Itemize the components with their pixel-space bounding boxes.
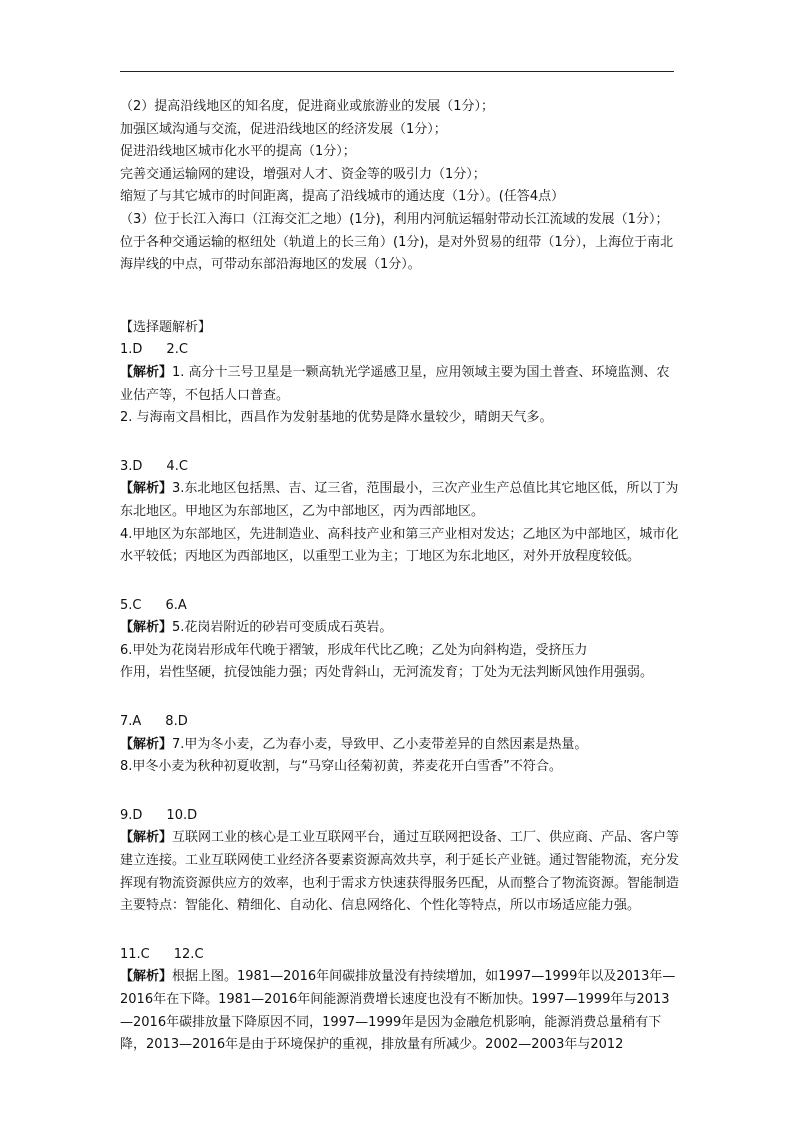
part-2-answer bbox=[120, 96, 680, 209]
answer-9: 9.D bbox=[120, 807, 143, 823]
answer-3: 3.D bbox=[120, 458, 143, 474]
answer-group-7-8 bbox=[120, 711, 680, 779]
explanation: 6.甲处为花岗岩形成年代晚于褶皱，形成年代比乙晚；乙处为向斜构造，受挤压力 bbox=[120, 642, 588, 658]
explanation: 作用，岩性坚硬，抗侵蚀能力强；丙处背斜山，无河流发育；丁处为无法判断风蚀作用强弱。 bbox=[120, 665, 654, 681]
mc-heading: 【选择题解析】 bbox=[120, 319, 212, 335]
answer-key-line bbox=[120, 711, 680, 734]
answer-key-line bbox=[120, 595, 680, 618]
text-line: 促进沿线地区城市化水平的提高（1分）； bbox=[120, 144, 356, 160]
answer-group-11-12 bbox=[120, 944, 680, 1057]
answer-8: 8.D bbox=[165, 714, 188, 730]
answer-key-line bbox=[120, 456, 680, 479]
explanation-label: 【解析】 bbox=[120, 620, 173, 636]
text-line: 缩短了与其它城市的时间距离，提高了沿线城市的通达度（1分）。(任答4点） bbox=[120, 189, 565, 205]
answer-group-9-10 bbox=[120, 805, 680, 918]
text-line: （2）提高沿线地区的知名度，促进商业或旅游业的发展（1分）； bbox=[120, 99, 495, 114]
answer-group-3-4 bbox=[120, 456, 680, 569]
answer-2: 2.C bbox=[166, 342, 188, 358]
explanation: 【解析】5.花岗岩附近的砂岩可变质成石英岩。 bbox=[120, 620, 393, 636]
explanation-label: 【解析】 bbox=[120, 969, 173, 985]
explanation: 8.甲冬小麦为秋种初夏收割，与“马穿山径菊初黄，荞麦花开白雪香”不符合。 bbox=[120, 759, 562, 775]
text-line: 加强区域沟通与交流，促进沿线地区的经济发展（1分）； bbox=[120, 121, 447, 137]
explanation-label: 【解析】 bbox=[120, 364, 173, 380]
mc-section bbox=[120, 317, 680, 1057]
answer-group-1-2 bbox=[120, 339, 680, 429]
explanation-label: 【解析】 bbox=[120, 830, 173, 846]
answer-key-line bbox=[120, 805, 680, 828]
answer-6: 6.A bbox=[165, 597, 187, 613]
answer-4: 4.C bbox=[166, 458, 188, 474]
answer-content bbox=[120, 96, 680, 1057]
answer-10: 10.D bbox=[166, 807, 198, 823]
explanation: 【解析】互联网工业的核心是工业互联网平台，通过互联网把设备、工厂、供应商、产品、客户等建立连接。工业互联网使工业经济各要素资源高效共享，利于延长产业链。通过智能物流，充分发挥现有物流资源供应方的效率，也利于需求方快速获得服务匹配，从而整合了物流资源。智能制造主要特点：智能化、精细化、自动化、信息网络化、个性化等特点，所以市场适应能力强。 bbox=[120, 830, 680, 914]
explanation: 【解析】根据上图。1981—2016年间碳排放量没有持续增加，如1997—1999年以及2013年—2016年在下降。1981—2016年间能源消费增长速度也没有不断加快。1997—1999年与2013—2016年碳排放量下降原因不同，1997—1999年是因为金融危机影响，能源消费总量稍有下降，2013—2016年是由于环境保护的重视，排放量有所减少。2002—2003年与2012 bbox=[120, 969, 676, 1053]
header-rule bbox=[120, 71, 674, 72]
part-3-answer: （3）位于长江入海口（江海交汇之地）(1分)，利用内河航运辐射带动长江流域的发展（1分）；位于各种交通运输的枢纽处（轨道上的长三角）(1分)，是对外贸易的纽带（1分），上海位于南北海岸线的中点，可带动东部沿海地区的发展（1分）。 bbox=[120, 211, 674, 273]
explanation: 【解析】1. 高分十三号卫星是一颗高轨光学遥感卫星，应用领域主要为国土普查、环境监测、农业估产等，不包括人口普查。 bbox=[120, 364, 670, 403]
explanation: 4.甲地区为东部地区，先进制造业、高科技产业和第三产业相对发达；乙地区为中部地区，城市化水平较低；丙地区为西部地区，以重型工业为主；丁地区为东北地区，对外开放程度较低。 bbox=[120, 526, 679, 565]
answer-7: 7.A bbox=[120, 714, 142, 730]
answer-11: 11.C bbox=[120, 946, 150, 962]
answer-12: 12.C bbox=[173, 946, 204, 962]
answer-key-line bbox=[120, 339, 680, 362]
answer-key-line bbox=[120, 944, 680, 967]
explanation-label: 【解析】 bbox=[120, 736, 173, 752]
answer-1: 1.D bbox=[120, 342, 143, 358]
explanation-label: 【解析】 bbox=[120, 481, 173, 497]
explanation: 2. 与海南文昌相比，西昌作为发射基地的优势是降水量较少，晴朗天气多。 bbox=[120, 410, 553, 426]
explanation: 【解析】7.甲为冬小麦，乙为春小麦，导致甲、乙小麦带差异的自然因素是热量。 bbox=[120, 736, 588, 752]
answer-group-5-6 bbox=[120, 595, 680, 685]
text-line: 完善交通运输网的建设，增强对人才、资金等的吸引力（1分）； bbox=[120, 166, 486, 182]
answer-5: 5.C bbox=[120, 597, 142, 613]
explanation: 【解析】3.东北地区包括黑、吉、辽三省，范围最小，三次产业生产总值比其它地区低，所以丁为东北地区。甲地区为东部地区，乙为中部地区，丙为西部地区。 bbox=[120, 481, 679, 519]
